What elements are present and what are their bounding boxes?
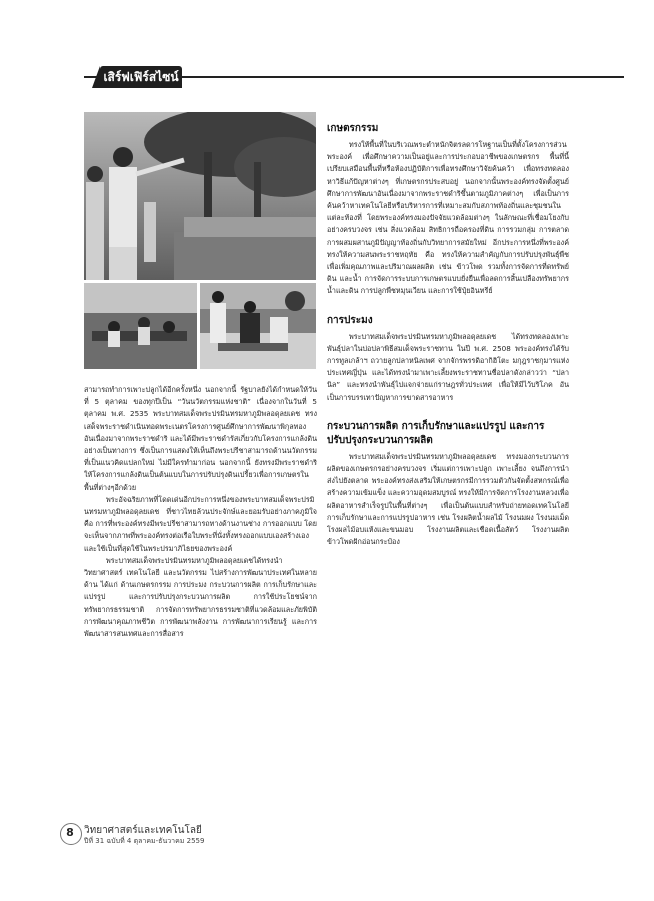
photo-farmers-pond-image <box>84 283 197 369</box>
section-heading: กระบวนการผลิต การเก็บรักษาและแปรรูป และการปรับปรุงกระบวนการผลิต <box>327 420 545 446</box>
page-number: 8 <box>66 826 74 839</box>
left-paragraph: พระบาทสมเด็จพระปรมินทรมหาภูมิพลอดุลยเดชได้ทรงนำวิทยาศาสตร์ เทคโนโลยี และนวัตกรรม ไปสร้างการพัฒนาประเทศในหลายด้าน ได้แก่ ด้านเกษตรกรรม การประมง กระบวนการผลิต การเก็บรักษาและแปรรูป และการปรับปรุงกระบวนการผลิต การใช้ประโยชน์จากทรัพยากรธรรมชาติ การจัดการทรัพยากรธรรมชาติที่แวดล้อมและภัยพิบัติ การพัฒนาคุณภาพชีวิต การพัฒนาพลังงาน การพัฒนาการเรียนรู้ และการพัฒนาสารสนเทศและการสื่อสาร <box>84 555 317 639</box>
left-column <box>84 384 317 640</box>
right-column <box>327 122 569 548</box>
photo-visit-crowd <box>200 283 316 369</box>
section-tab: เสิร์ฟเฟิร์สไซน์ <box>100 66 182 88</box>
section-heading: การประมง <box>327 314 373 326</box>
section-agriculture <box>327 122 569 298</box>
section-production <box>327 420 569 549</box>
section-heading: เกษตรกรรม <box>327 123 379 134</box>
photo-visit-crowd-image <box>200 283 316 369</box>
section-body: ทรงให้พื้นที่ในบริเวณพระตำหนักจิตรลดารโหฐานเป็นที่ตั้งโครงการส่วนพระองค์ เพื่อศึกษาความเป็นอยู่และการประกอบอาชีพของเกษตรกร พื้นที่นี้เปรียบเสมือนพื้นที่หรือห้องปฏิบัติการเพื่อทรงศึกษาวิจัยค้นคว้า เพื่อทรงทดลองหาวิธีแก้ปัญหาต่างๆ ที่เกษตรกรประสบอยู่ นอกจากนั้นพระองค์ทรงจัดตั้งศูนย์ศึกษาการพัฒนาอันเนื่องมาจากพระราชดำริขึ้นตามภูมิภาคต่างๆ เพื่อเป็นการค้นคว้าหาเทคโนโลยีหรือบริหารการที่เหมาะสมกับสภาพท้องถิ่นและชุมชนในแต่ละท้องที่ โดยพระองค์ทรงมองปัจจัยแวดล้อมต่างๆ ในลักษณะที่เชื่อมโยงกับอย่างครบวงจร เช่น สิ่งแวดล้อม สิทธิการถือครองที่ดิน การรวมกลุ่ม การตลาด การผสมผสานภูมิปัญญาท้องถิ่นกับวิทยาการสมัยใหม่ อีกประการหนึ่งที่พระองค์ทรงให้ความสนพระราชหฤทัย คือ ทรงให้ความสำคัญกับการปรับปรุงพันธุ์พืชเพื่อเพิ่มคุณภาพและปริมาณผลผลิต เช่น ข้าวโพด รวมทั้งการจัดการที่ดทรัพย์ ดิน และน้ำ การจัดการระบบการเกษตรแบบยั่งยืนเพื่อลดการสิ้นเปลืองทรัพยากรน้ำและดิน การปลูกพืชหมุนเวียน และการใช้ปุ๋ยอินทรีย์ <box>327 140 569 296</box>
photo-farmers-pond <box>84 283 197 369</box>
section-body: พระบาทสมเด็จพระปรมินทรมหาภูมิพลอดุลยเดช ได้ทรงทดลองเพาะพันธุ์ปลาในบ่อปลาพิธีสมเด็จพระราชทาน ในปี พ.ศ. 2508 พระองค์ทรงได้รับการทูลเกล้าฯ ถวายลูกปลาหนิลเพศ จากจักรพรรดิอากิฮิโตะ มกุฎราชกุมารแห่งประเทศญี่ปุ่น และได้ทรงนำมาเพาะเลี้ยงพระราชทานชื่อปลาดังกล่าวว่า “ปลานิล” และทรงนำพันธุ์ไปแจกจ่ายแก่ราษฎรทั่วประเทศ เพื่อให้มีไว้บริโภค อันเป็นการบรรเทาปัญหาการขาดสารอาหาร <box>327 331 569 402</box>
section-body: พระบาทสมเด็จพระปรมินทรมหาภูมิพลอดุลยเดช ทรงมองกระบวนการผลิตของเกษตรกรอย่างครบวงจร เริ่มแต่การเพาะปลูก เพาะเลี้ยง จนถึงการนำส่งไปยังตลาด พระองค์ทรงส่งเสริมให้เกษตรกรมีการรวมตัวกันจัดตั้งสหกรณ์เพื่อสร้างความเข้มแข็ง และความอุดมสมบูรณ์ ทรงให้มีการจัดการโรงงานหลวงเพื่อผลิตอาหารสำเร็จรูปในพื้นที่ต่างๆ เพื่อเป็นต้นแบบสำหรับถ่ายทอดเทคโนโลยีการเก็บรักษาและการแปรรูปอาหาร เช่น โรงผลิตน้ำผลไม้ โรงนมผง โรงนมเม็ด โรงผลไม้อบแห้งและขนมอบ โรงงานผลิตและเชือดเนื้อสัตว์ โรงงานผลิตข้าวโพดฝักอ่อนกระป๋อง <box>327 451 569 547</box>
photo-king-at-pond <box>84 112 316 280</box>
magazine-title: วิทยาศาสตร์และเทคโนโลยี <box>84 825 202 836</box>
issue-info: ปีที่ 31 ฉบับที่ 4 ตุลาคม-ธันวาคม 2559 <box>84 837 205 845</box>
photo-king-at-pond-image <box>84 112 316 280</box>
left-paragraph: สามารถทำการเพาะปลูกได้อีกครั้งหนึ่ง นอกจากนี้ รัฐบาลยังได้กำหนดให้วันที่ 5 ตุลาคม ของทุกปีเป็น “วันนวัตกรรมแห่งชาติ” เนื่องจากในวันที่ 5 ตุลาคม พ.ศ. 2535 พระบาทสมเด็จพระปรมินทรมหาภูมิพลอดุลยเดช ทรงเสด็จพระราชดำเนินทอดพระเนตรโครงการศูนย์ศึกษาการพัฒนาพิกุลทอง อันเนื่องมาจากพระราชดำริ และได้มีพระราชดำรัสเกี่ยวกับโครงการแกล้งดินอย่างเป็นทางการ ซึ่งเป็นการแสดงให้เห็นถึงพระปรีชาสามารถด้านนวัตกรรมที่เป็นแนวคิดแปลกใหม่ ไม่มีใครทำมาก่อน นอกจากนี้ ยังทรงมีพระราชดำริให้โครงการแกล้งดินเป็นต้นแบบในการปรับปรุงดินเปรี้ยวเพื่อการเกษตรในพื้นที่ต่างๆอีกด้วย <box>84 385 317 492</box>
section-fishery <box>327 314 569 404</box>
left-paragraph: พระอัจฉริยภาพที่โดดเด่นอีกประการหนึ่งของพระบาทสมเด็จพระปรมินทรมหาภูมิพลอดุลยเดช ที่ชาวไทยล้วนประจักษ์และยอมรับอย่างภาคภูมิใจ คือ การที่พระองค์ทรงมีพระปรีชาสามารถทางด้านงานช่าง การออกแบบ โดยจะเห็นจากภาพที่พระองค์ทรงต่อเรือใบพระที่นั่งทั้งทรงออกแบบเองสร้างเองและใช้เป็นที่สุดใช้ในพระปรมาภิไธยของพระองค์ <box>84 494 317 553</box>
